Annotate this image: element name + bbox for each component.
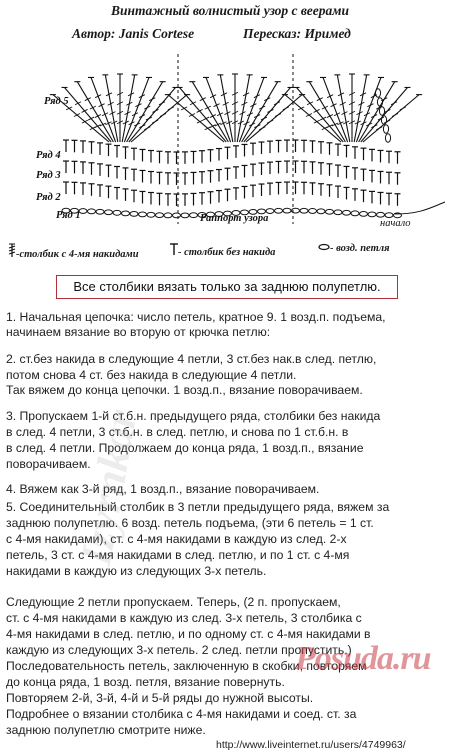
source-url: http://www.liveinternet.ru/users/4749963/: [216, 739, 406, 751]
tr4-wrap: [82, 120, 88, 123]
chain-stitch: [122, 211, 130, 216]
tr4-wrap: [95, 125, 101, 128]
diagram-title: Винтажный волнистый узор с веерами: [110, 3, 350, 18]
tr4-stitch: [244, 87, 291, 142]
chain-stitch: [385, 213, 393, 218]
tr4-wrap: [283, 107, 289, 110]
tr4-wrap: [203, 117, 209, 120]
start-tail: [395, 202, 445, 214]
tr4-wrap: [197, 109, 203, 112]
tr4-wrap: [400, 107, 406, 110]
chain-stitch: [88, 209, 96, 214]
chain-stitch: [190, 213, 198, 218]
chain-stitch: [164, 213, 172, 218]
chain-stitch: [130, 211, 138, 216]
tr4-wrap: [152, 120, 158, 123]
chain-stitch: [383, 125, 388, 133]
retell-label: Пересказ: Иримед: [243, 26, 351, 41]
start-label: начало: [380, 218, 411, 229]
instruction-line: накидами в каждую из следующих 3-х петель.: [6, 564, 267, 578]
legend-tr4-text: -столбик с 4-мя накидами: [16, 249, 139, 260]
row-label-3: Ряд 3: [36, 170, 61, 181]
chain-stitch: [283, 208, 291, 213]
start-chain: [375, 89, 390, 142]
tr4-wrap: [66, 107, 72, 110]
tr4-wrap: [384, 120, 390, 123]
tr4-wrap: [267, 109, 273, 112]
chain-stitch: [351, 211, 359, 216]
instruction-line: Последовательность петель, заключенную в скобки, повторяем: [6, 659, 367, 673]
chain-stitch: [300, 208, 308, 213]
instruction-line: петель, 3 ст. с 4-мя накидами в след. петлю, и по 1 ст. с 4-мя: [6, 548, 350, 562]
tr4-wrap: [75, 102, 81, 105]
tr4-wrap: [74, 113, 80, 116]
tr4-wrap: [392, 113, 398, 116]
chain-stitch: [360, 211, 368, 216]
tr4-wrap: [160, 113, 166, 116]
instruction-line: Следующие 2 петли пропускаем. Теперь, (2 п. пропускаем,: [6, 595, 341, 609]
instruction-line: потом снова 4 ст. без накида в следующие 4 петли.: [6, 368, 297, 382]
chain-stitch: [381, 116, 386, 124]
tr4-wrap: [298, 107, 304, 110]
instruction-line: Повторяем 2-й, 3-й, 4-й и 5-й ряды до нужной высоты.: [6, 691, 314, 705]
tr4-wrap: [144, 127, 150, 130]
row-label-5: Ряд 5: [44, 96, 69, 107]
tr4-wrap: [146, 117, 152, 120]
chain-stitch: [105, 210, 113, 215]
instruction-line: Так вяжем до конца цепочки. 1 возд.п., вязание поворачиваем.: [6, 383, 363, 397]
legend-sc-text: - столбик без накида: [178, 247, 276, 258]
instruction-line: до конца ряда, 1 возд. петля, вязание повернуть.: [6, 675, 285, 689]
tr4-wrap: [261, 117, 267, 120]
repeat-label: Раппорт узора: [200, 213, 269, 224]
tr4-wrap: [88, 117, 94, 120]
chain-stitch: [181, 213, 189, 218]
chain-stitch: [334, 210, 342, 215]
row-label-2: Ряд 2: [36, 192, 61, 203]
chain-stitch: [173, 213, 181, 218]
tr4-wrap: [82, 109, 88, 112]
tr4-wrap: [254, 125, 260, 128]
instruction-line: заднюю полупетлю смотрите ниже.: [6, 723, 206, 737]
row-label-4: Ряд 4: [36, 150, 61, 161]
legend-sc: [170, 243, 275, 258]
chain-stitch: [147, 212, 155, 217]
tr4-wrap: [391, 102, 397, 105]
chain-stitch: [375, 89, 380, 97]
tr4-wrap: [275, 113, 281, 116]
row-label-1: Ряд 1: [56, 210, 81, 221]
sc-rows: [62, 140, 402, 218]
instruction-line: 4-мя накидами в след. петлю, и по одному ст. с 4-мя накидами в: [6, 627, 371, 641]
tr4-wrap: [152, 109, 158, 112]
back-loop-note: Все столбики вязать только за заднюю полупетлю.: [56, 275, 398, 299]
instruction-line: заднюю полупетлю. 6 возд. петель подъема, (эти 6 петель = 1 ст.: [6, 516, 374, 530]
chain-stitch: [96, 209, 104, 214]
instruction-line: 5. Соединительный столбик в 3 петли предыдущего ряда, вяжем за: [6, 500, 390, 514]
tr4-wrap: [314, 120, 320, 123]
tr4-wrap: [307, 102, 313, 105]
tr4-wrap: [378, 117, 384, 120]
instruction-line: в след. 4 петли. Продолжаем до конца ряда, 1 возд.п., вязание: [6, 441, 364, 455]
instruction-line: Подробнее о вязании столбика с 4-мя накидами и соед. ст. за: [6, 707, 357, 721]
instruction-line: с 4-мя накидами), ст. с 4-мя накидами в каждую из след. 2-х: [6, 532, 347, 546]
chain-stitch: [156, 213, 164, 218]
sc-symbol-icon: [170, 243, 178, 258]
chain-stitch: [309, 209, 317, 214]
chain-stitch: [377, 98, 382, 106]
instruction-line: поворачиваем.: [6, 457, 91, 471]
instruction-line: начинаем вязание во вторую от крючка петлю:: [6, 325, 271, 339]
chain-stitch: [113, 210, 121, 215]
tr4-wrap: [181, 107, 187, 110]
tr4-wrap: [197, 120, 203, 123]
chain-stitch: [139, 212, 147, 217]
tr4-wrap: [139, 125, 145, 128]
chain-stitch: [343, 210, 351, 215]
tr4-wrap: [259, 127, 265, 130]
chain-stitch: [326, 209, 334, 214]
tr4-symbol-icon: [8, 243, 16, 260]
author-label: Автор: Janis Cortese: [72, 26, 195, 41]
tr4-wrap: [159, 102, 165, 105]
tr4-wrap: [190, 102, 196, 105]
instruction-line: 4. Вяжем как 3-й ряд, 1 возд.п., вязание поворачиваем.: [6, 482, 320, 496]
chain-symbol-icon: [318, 243, 330, 254]
legend-ch-text: - возд. петля: [330, 243, 390, 254]
tr4-wrap: [371, 125, 377, 128]
chain-stitch: [368, 212, 376, 217]
tr4-wrap: [267, 120, 273, 123]
instruction-line: каждую из следующих 3-х петель. 2 след. петли пропустить.): [6, 643, 352, 657]
chain-stitch: [385, 134, 390, 142]
tr4-wrap: [314, 109, 320, 112]
tr4-wrap: [274, 102, 280, 105]
tr4-wrap: [306, 113, 312, 116]
chain-stitch: [275, 208, 283, 213]
instruction-line: в след. 4 петли, 3 ст.б.н. в след. петлю, и снова по 1 ст.б.н. в: [6, 425, 349, 439]
chain-stitch: [379, 107, 384, 115]
instruction-line: ст. с 4-мя накидами в каждую из след. 3-х петель, 3 столбика с: [6, 611, 362, 625]
instruction-line: 3. Пропускаем 1-й ст.б.н. предыдущего ряда, столбики без накида: [6, 409, 381, 423]
tr4-wrap: [189, 113, 195, 116]
watermark-logo: Posuda.ru: [295, 640, 431, 677]
watermark-vertical: Izyrnkar: [70, 406, 147, 569]
tr4-wrap: [320, 117, 326, 120]
tr4-wrap: [384, 109, 390, 112]
chain-stitch: [317, 209, 325, 214]
chain-stitch: [377, 212, 385, 217]
tr4-wrap: [210, 125, 216, 128]
legend-tr4: [8, 243, 139, 260]
legend-ch: [318, 243, 390, 254]
crochet-chart: [0, 42, 460, 234]
fan-stitches: [50, 74, 422, 142]
tr4-wrap: [168, 107, 174, 110]
instruction-line: 1. Начальная цепочка: число петель, кратное 9. 1 возд.п. подъема,: [6, 310, 386, 324]
tr4-wrap: [376, 127, 382, 130]
tr4-wrap: [327, 125, 333, 128]
instruction-line: 2. ст.без накида в следующие 4 петли, 3 ст.без нак.в след. петлю,: [6, 352, 377, 366]
